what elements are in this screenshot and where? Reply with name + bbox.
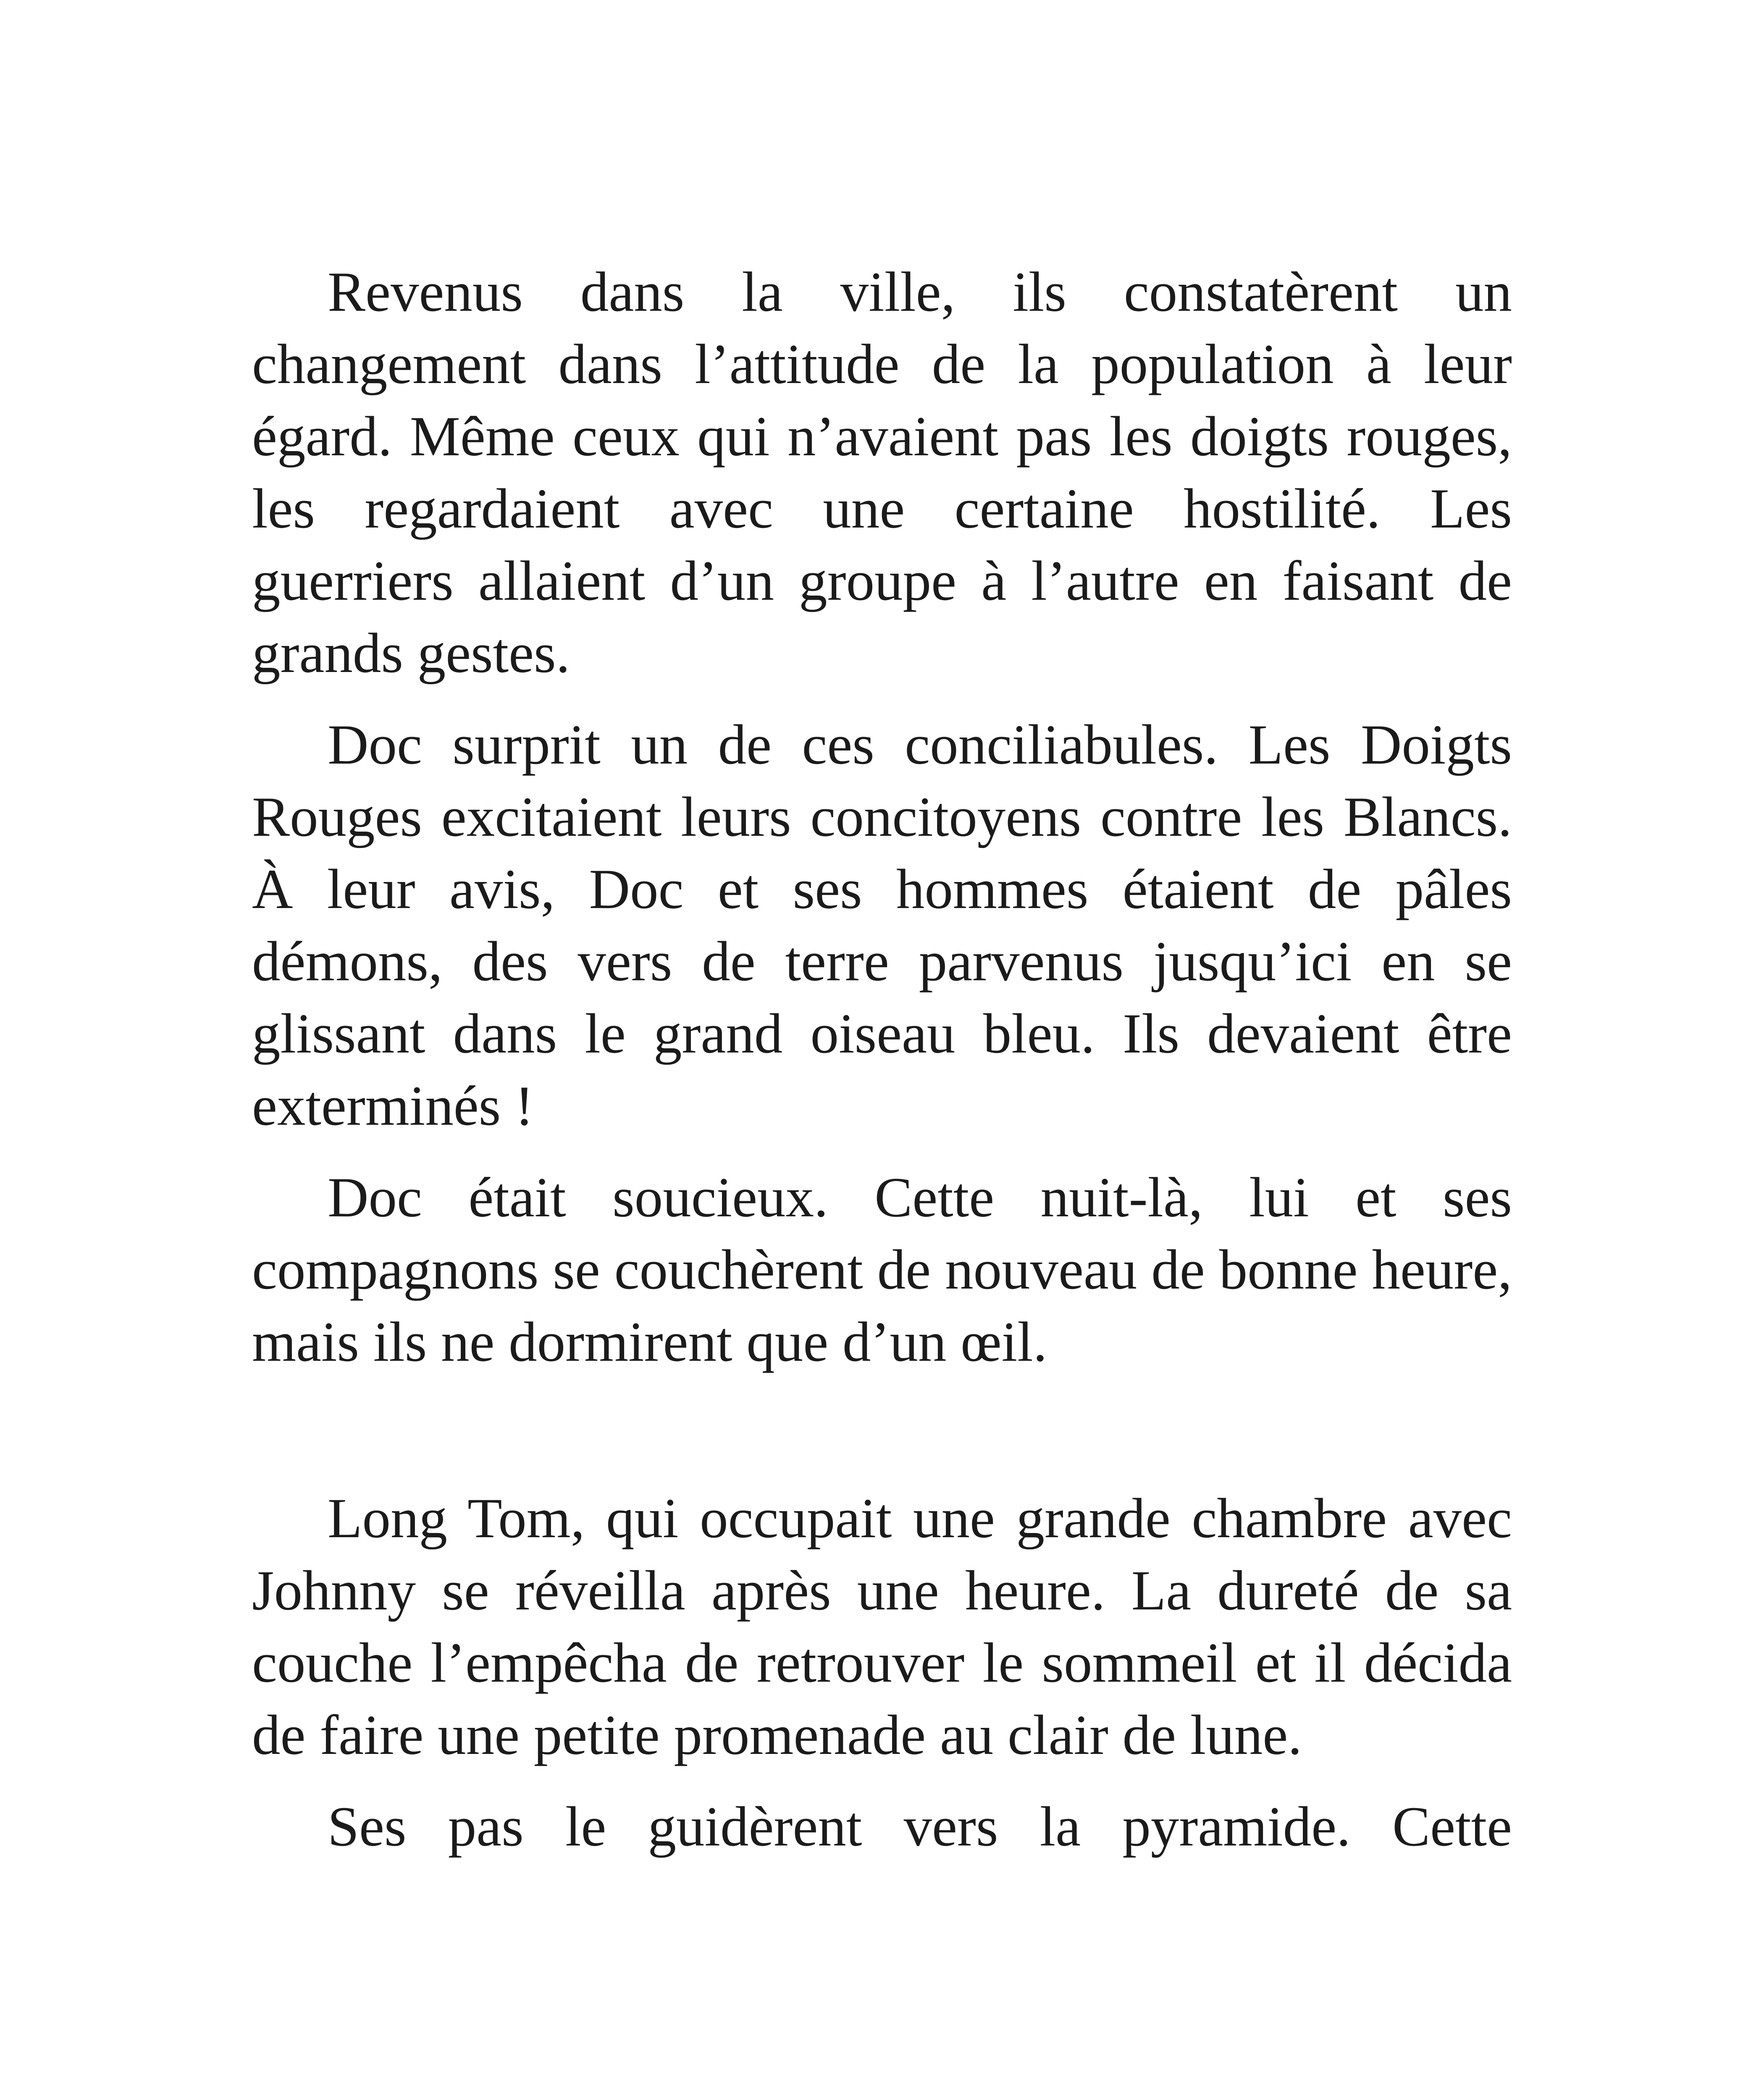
paragraph: Revenus dans la ville, ils constatèrent un changement dans l’attitude de la population à leur égard. Même ceux qui n’avaient pas les doigts rouges, les regardaient avec une certaine hostilité. Les guerriers allaient d’un groupe à l’autre en faisant de grands gestes. bbox=[252, 261, 1512, 685]
paragraph-last-line: Ses pas le guidèrent vers la pyramide. Cette bbox=[328, 1796, 1512, 1858]
text-section-2 bbox=[252, 1483, 1512, 1863]
text-section-1 bbox=[252, 256, 1512, 1378]
paragraph: Doc surprit un de ces conciliabules. Les Doigts Rouges excitaient leurs concitoyens contre les Blancs. À leur avis, Doc et ses hommes étaient de pâles démons, des vers de terre parvenus jusqu’ici en se glissant dans le grand oiseau bleu. Ils devaient être exterminés ! bbox=[252, 714, 1512, 1137]
paragraph: Long Tom, qui occupait une grande chambre avec Johnny se réveilla après une heure. La dureté de sa couche l’empêcha de retrouver le sommeil et il décida de faire une petite promenade au clair de lune. bbox=[252, 1487, 1512, 1767]
paragraph: Doc était soucieux. Cette nuit-là, lui et ses compagnons se couchèrent de nouveau de bonne heure, mais ils ne dormirent que d’un œil. bbox=[252, 1166, 1512, 1373]
